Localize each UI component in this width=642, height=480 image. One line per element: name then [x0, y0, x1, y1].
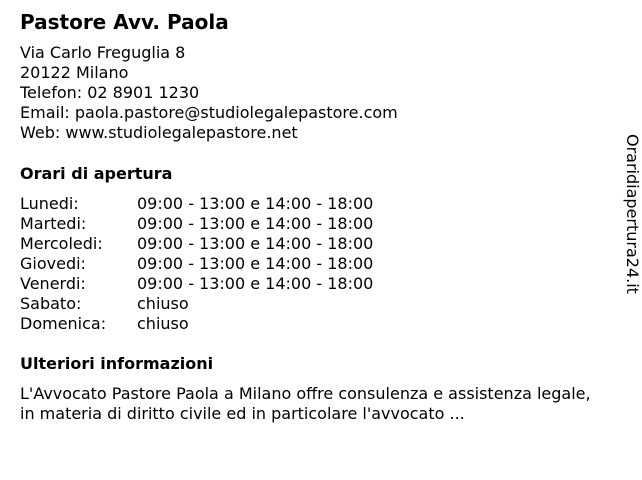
street-address: Via Carlo Freguglia 8	[20, 43, 186, 62]
hours-time: 09:00 - 13:00 e 14:00 - 18:00	[137, 274, 374, 293]
hours-time: chiuso	[137, 294, 189, 313]
hours-time: 09:00 - 13:00 e 14:00 - 18:00	[137, 254, 374, 273]
hours-time: chiuso	[137, 314, 189, 333]
hours-time: 09:00 - 13:00 e 14:00 - 18:00	[137, 234, 374, 253]
site-watermark: Oraridiapertura24.it	[623, 134, 642, 294]
contact-block	[20, 43, 398, 143]
additional-info-heading: Ulteriori informazioni	[20, 354, 214, 373]
additional-info-text: L'Avvocato Pastore Paola a Milano offre consulenza e assistenza legale, in materia di diritto civile ed in particolare l'avvocato ...	[20, 384, 591, 423]
hours-day: Martedi:	[20, 214, 87, 233]
hours-day: Giovedi:	[20, 254, 86, 273]
business-name: Pastore Avv. Paola	[20, 10, 229, 34]
hours-day: Sabato:	[20, 294, 82, 313]
hours-time: 09:00 - 13:00 e 14:00 - 18:00	[137, 194, 374, 213]
phone-line: Telefon: 02 8901 1230	[20, 83, 200, 102]
hours-time: 09:00 - 13:00 e 14:00 - 18:00	[137, 214, 374, 233]
email-line: Email: paola.pastore@studiolegalepastore.com	[20, 103, 398, 122]
opening-hours-heading: Orari di apertura	[20, 164, 173, 183]
web-line: Web: www.studiolegalepastore.net	[20, 123, 298, 142]
city-address: 20122 Milano	[20, 63, 129, 82]
hours-day: Lunedi:	[20, 194, 79, 213]
hours-day: Venerdi:	[20, 274, 86, 293]
hours-day: Mercoledi:	[20, 234, 103, 253]
hours-day: Domenica:	[20, 314, 107, 333]
